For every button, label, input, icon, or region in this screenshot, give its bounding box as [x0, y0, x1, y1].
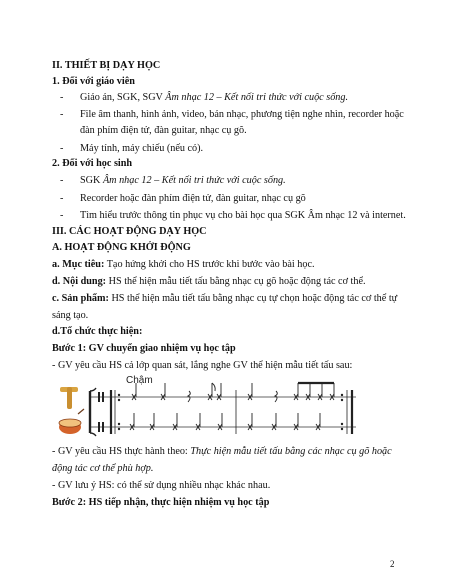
teacher-item-2-cont: đàn phím điện tử, đàn guitar, nhạc cụ gõ.	[80, 125, 247, 136]
teacher-item-3: Máy tính, máy chiếu (nếu có).	[80, 143, 204, 154]
teacher-item-1: Giáo án, SGK, SGV Âm nhạc 12 – Kết nối tri thức với cuộc sống.	[80, 92, 349, 103]
section-title-equipment: II. THIẾT BỊ DẠY HỌC	[52, 60, 161, 71]
student-heading: 2. Đối với học sinh	[52, 158, 133, 169]
step1-text: - GV yêu cầu HS cả lớp quan sát, lắng nghe GV thể hiện mẫu tiết tấu sau:	[52, 360, 353, 371]
bullet-dash: -	[60, 175, 64, 186]
step1-title: Bước 1: GV chuyển giao nhiệm vụ học tập	[52, 343, 236, 354]
student-item-3: Tìm hiểu trước thông tin phục vụ cho bài học qua SGK Âm nhạc 12 và internet.	[80, 210, 406, 221]
section-title-activities: III. CÁC HOẠT ĐỘNG DẠY HỌC	[52, 226, 207, 237]
teacher-heading: 1. Đối với giáo viên	[52, 76, 135, 87]
product-line: c. Sản phẩm: HS thể hiện mẫu tiết tấu bằng nhạc cụ tự chọn hoặc động tác cơ thể tự	[52, 293, 398, 304]
teacher-item-2: File âm thanh, hình ảnh, video, bản nhạc, phương tiện nghe nhìn, recorder hoặc	[80, 109, 404, 120]
bullet-dash: -	[60, 92, 64, 103]
product-line-cont: sáng tạo.	[52, 310, 89, 321]
goal-line: a. Mục tiêu: Tạo hứng khởi cho HS trước khi bước vào bài học.	[52, 259, 315, 270]
activity-a-title: A. HOẠT ĐỘNG KHỞI ĐỘNG	[52, 242, 191, 253]
claves-icon	[60, 387, 78, 409]
bullet-dash: -	[60, 143, 64, 154]
bullet-dash: -	[60, 193, 64, 204]
practice-line: - GV yêu cầu HS thực hành theo: Thực hiện mẫu tiết tấu bằng các nhạc cụ gõ hoặc	[52, 446, 392, 457]
step2-title: Bước 2: HS tiếp nhận, thực hiện nhiệm vụ học tập	[52, 497, 270, 508]
note-line: - GV lưu ý HS: có thể sử dụng nhiều nhạc khác nhau.	[52, 480, 271, 491]
content-line: d. Nội dung: HS thể hiện mẫu tiết tấu bằng nhạc cụ gõ hoặc động tác cơ thể.	[52, 276, 366, 287]
rhythm-score	[58, 373, 358, 439]
student-item-2: Recorder hoặc đàn phím điện tử, đàn guitar, nhạc cụ gõ	[80, 193, 306, 204]
bullet-dash: -	[60, 210, 64, 221]
drum-icon	[59, 409, 84, 434]
page-number: 2	[390, 559, 395, 569]
bullet-dash: -	[60, 109, 64, 120]
student-item-1: SGK Âm nhạc 12 – Kết nối tri thức với cuộc sống.	[80, 175, 286, 186]
organize-label: d.Tổ chức thực hiện:	[52, 326, 143, 337]
tempo-marking: Chậm	[126, 375, 153, 386]
practice-line-cont: động tác cơ thể phù hợp.	[52, 463, 154, 474]
